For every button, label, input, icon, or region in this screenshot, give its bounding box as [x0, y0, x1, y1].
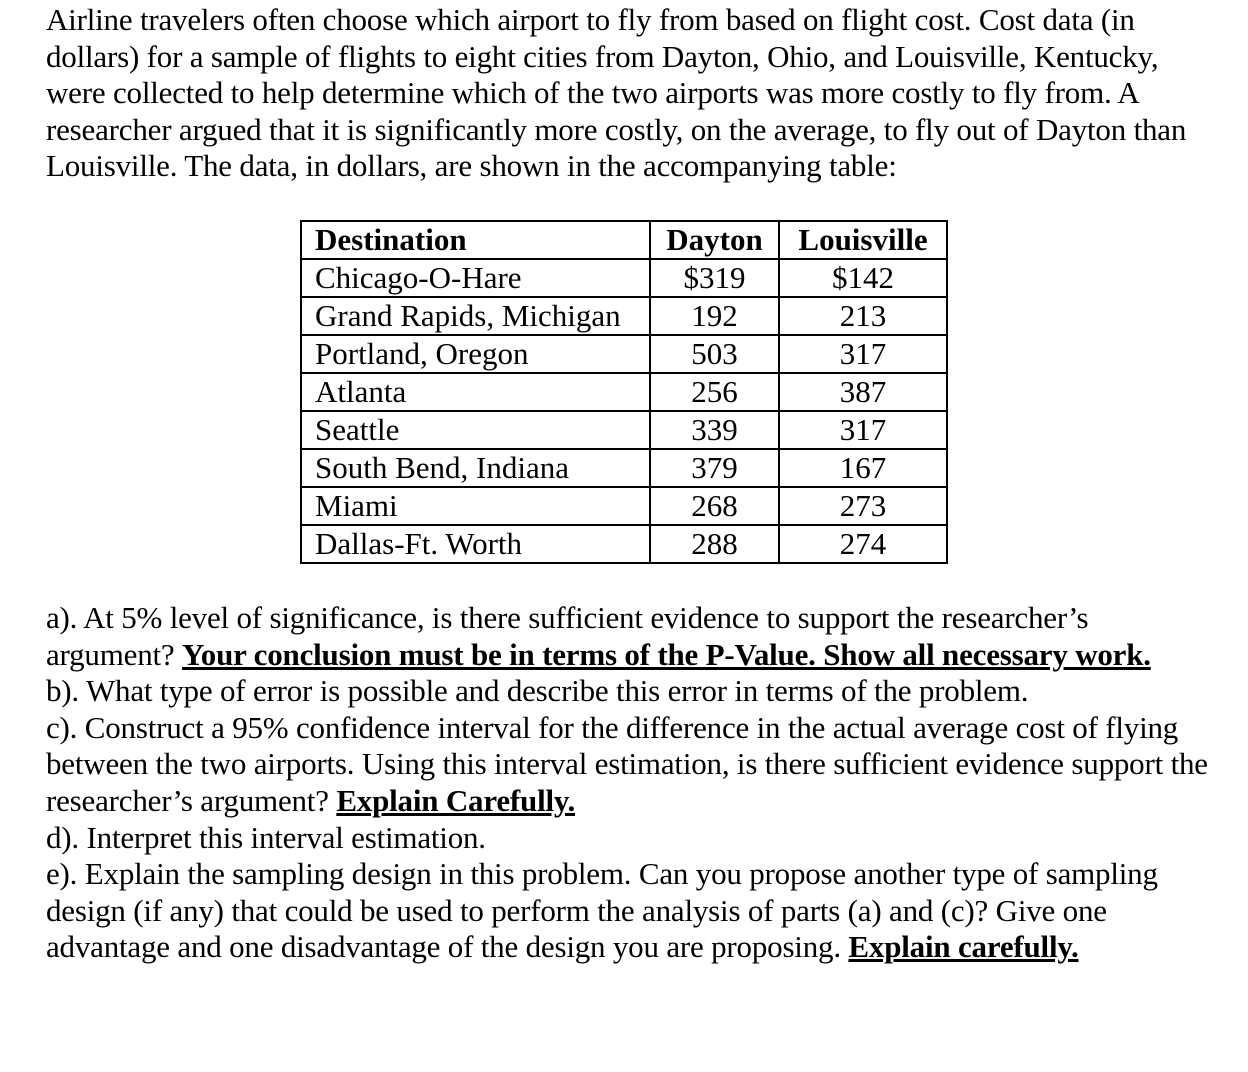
cell-louisville: $142 — [779, 259, 947, 297]
cell-destination: South Bend, Indiana — [301, 449, 650, 487]
table-row — [301, 259, 947, 297]
question-a — [46, 600, 1216, 673]
question-e — [46, 856, 1216, 966]
table-row — [301, 525, 947, 563]
question-d-text: d). Interpret this interval estimation. — [46, 819, 486, 855]
table-row — [301, 335, 947, 373]
table-row — [301, 373, 947, 411]
question-a-instruction: Your conclusion must be in terms of the P-Value. Show all necessary work. — [182, 636, 1151, 672]
cell-dayton: 256 — [650, 373, 779, 411]
cell-louisville: 274 — [779, 525, 947, 563]
document-page — [46, 0, 1226, 965]
cell-louisville: 273 — [779, 487, 947, 525]
question-c-instruction: Explain Carefully. — [336, 782, 576, 818]
cell-dayton: 268 — [650, 487, 779, 525]
header-destination: Destination — [301, 221, 650, 259]
question-e-text: e). Explain the sampling design in this problem. Can you propose another type of sampling design (if any) that could be used to perform the analysis of parts (a) and (c)? Give one advantage and one disadvantage of the design you are proposing. — [46, 856, 1158, 965]
question-a-text: a). At 5% level of significance, is there sufficient evidence to support the researcher’s argument? — [46, 600, 1089, 672]
header-dayton: Dayton — [650, 221, 779, 259]
question-b-text: b). What type of error is possible and describe this error in terms of the problem. — [46, 673, 1029, 709]
table-header-row — [301, 221, 947, 259]
table-row — [301, 297, 947, 335]
problem-intro: Airline travelers often choose which airport to fly from based on flight cost. Cost data (in dollars) for a sample of flights to eight cities from Dayton, Ohio, and Louisville, Kentucky, were collected to help determine which of the two airports was more costly to fly from. A researcher argued that it is significantly more costly, on the average, to fly out of Dayton than Louisville. The data, in dollars, are shown in the accompanying table: — [46, 2, 1187, 184]
question-c-text: c). Construct a 95% confidence interval for the difference in the actual average cost of flying between the two airports. Using this interval estimation, is there sufficient evidence support the researcher’s argument? — [46, 709, 1208, 818]
cell-destination: Miami — [301, 487, 650, 525]
cell-destination: Dallas-Ft. Worth — [301, 525, 650, 563]
table-row — [301, 449, 947, 487]
question-b — [46, 673, 1216, 710]
question-list — [46, 600, 1216, 966]
cell-dayton: 288 — [650, 525, 779, 563]
flight-cost-table — [300, 220, 948, 564]
cell-dayton: $319 — [650, 259, 779, 297]
table-row — [301, 411, 947, 449]
cell-louisville: 387 — [779, 373, 947, 411]
cell-dayton: 339 — [650, 411, 779, 449]
cell-destination: Chicago-O-Hare — [301, 259, 650, 297]
cell-destination: Portland, Oregon — [301, 335, 650, 373]
header-louisville: Louisville — [779, 221, 947, 259]
cell-dayton: 503 — [650, 335, 779, 373]
cell-louisville: 213 — [779, 297, 947, 335]
question-c — [46, 710, 1216, 820]
cell-dayton: 379 — [650, 449, 779, 487]
cell-destination: Grand Rapids, Michigan — [301, 297, 650, 335]
cell-destination: Seattle — [301, 411, 650, 449]
question-e-instruction: Explain carefully. — [848, 929, 1079, 965]
cell-louisville: 317 — [779, 411, 947, 449]
cell-destination: Atlanta — [301, 373, 650, 411]
question-d — [46, 820, 1216, 857]
table-row — [301, 487, 947, 525]
cell-louisville: 317 — [779, 335, 947, 373]
cell-louisville: 167 — [779, 449, 947, 487]
cell-dayton: 192 — [650, 297, 779, 335]
cost-table-container — [300, 220, 948, 564]
